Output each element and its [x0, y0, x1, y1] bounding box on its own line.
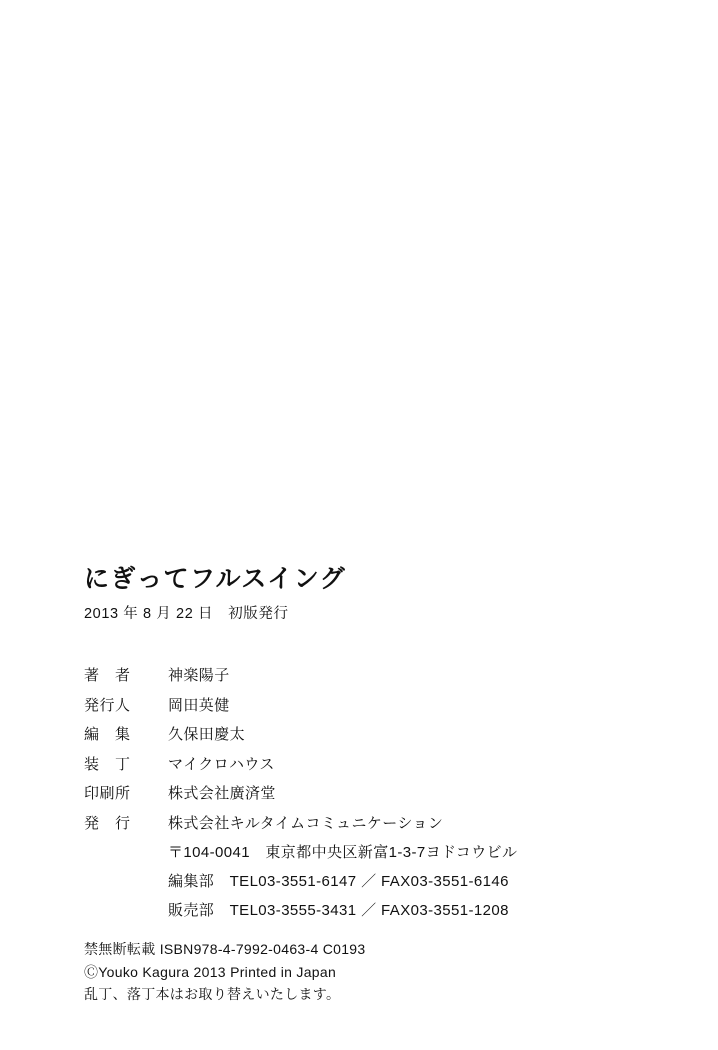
credit-value: 株式会社廣済堂	[168, 785, 276, 802]
publisher-address: 〒104-0041 東京都中央区新富1-3-7ヨドコウビル	[168, 844, 518, 861]
title-block	[84, 566, 644, 623]
publisher-editorial-contact: 編集部 TEL03-3551-6147 ／ FAX03-3551-6146	[168, 873, 509, 890]
credit-row	[84, 694, 644, 715]
isbn-line: 禁無断転載 ISBN978-4-7992-0463-4 C0193	[84, 941, 366, 957]
credit-row	[84, 753, 644, 774]
credit-label: 発 行	[84, 814, 131, 832]
defect-notice-line: 乱丁、落丁本はお取り替えいたします。	[84, 986, 341, 1003]
credit-value: マイクロハウス	[168, 755, 275, 773]
credit-row	[84, 812, 644, 833]
credit-label: 装 丁	[84, 755, 131, 773]
credit-row	[84, 782, 644, 803]
credit-row	[84, 664, 644, 685]
credit-label: 編 集	[84, 726, 131, 743]
credit-value: 株式会社キルタイムコミュニケーション	[168, 814, 444, 832]
credit-value: 久保田慶太	[168, 726, 246, 743]
copyright-line: ⒸYouko Kagura 2013 Printed in Japan	[84, 963, 337, 980]
credit-label: 発行人	[84, 696, 131, 714]
credits-list	[84, 664, 644, 920]
legal-footer	[84, 938, 644, 1006]
publisher-sales-contact: 販売部 TEL03-3555-3431 ／ FAX03-3551-1208	[168, 902, 509, 919]
credit-row	[84, 723, 644, 744]
publication-date: 2013 年 8 月 22 日 初版発行	[84, 605, 289, 622]
page-title: にぎってフルスイング	[84, 565, 347, 593]
credit-value: 岡田英健	[168, 696, 230, 714]
credit-label: 著 者	[84, 667, 131, 684]
credit-label: 印刷所	[84, 785, 131, 802]
credit-value: 神楽陽子	[168, 667, 230, 684]
